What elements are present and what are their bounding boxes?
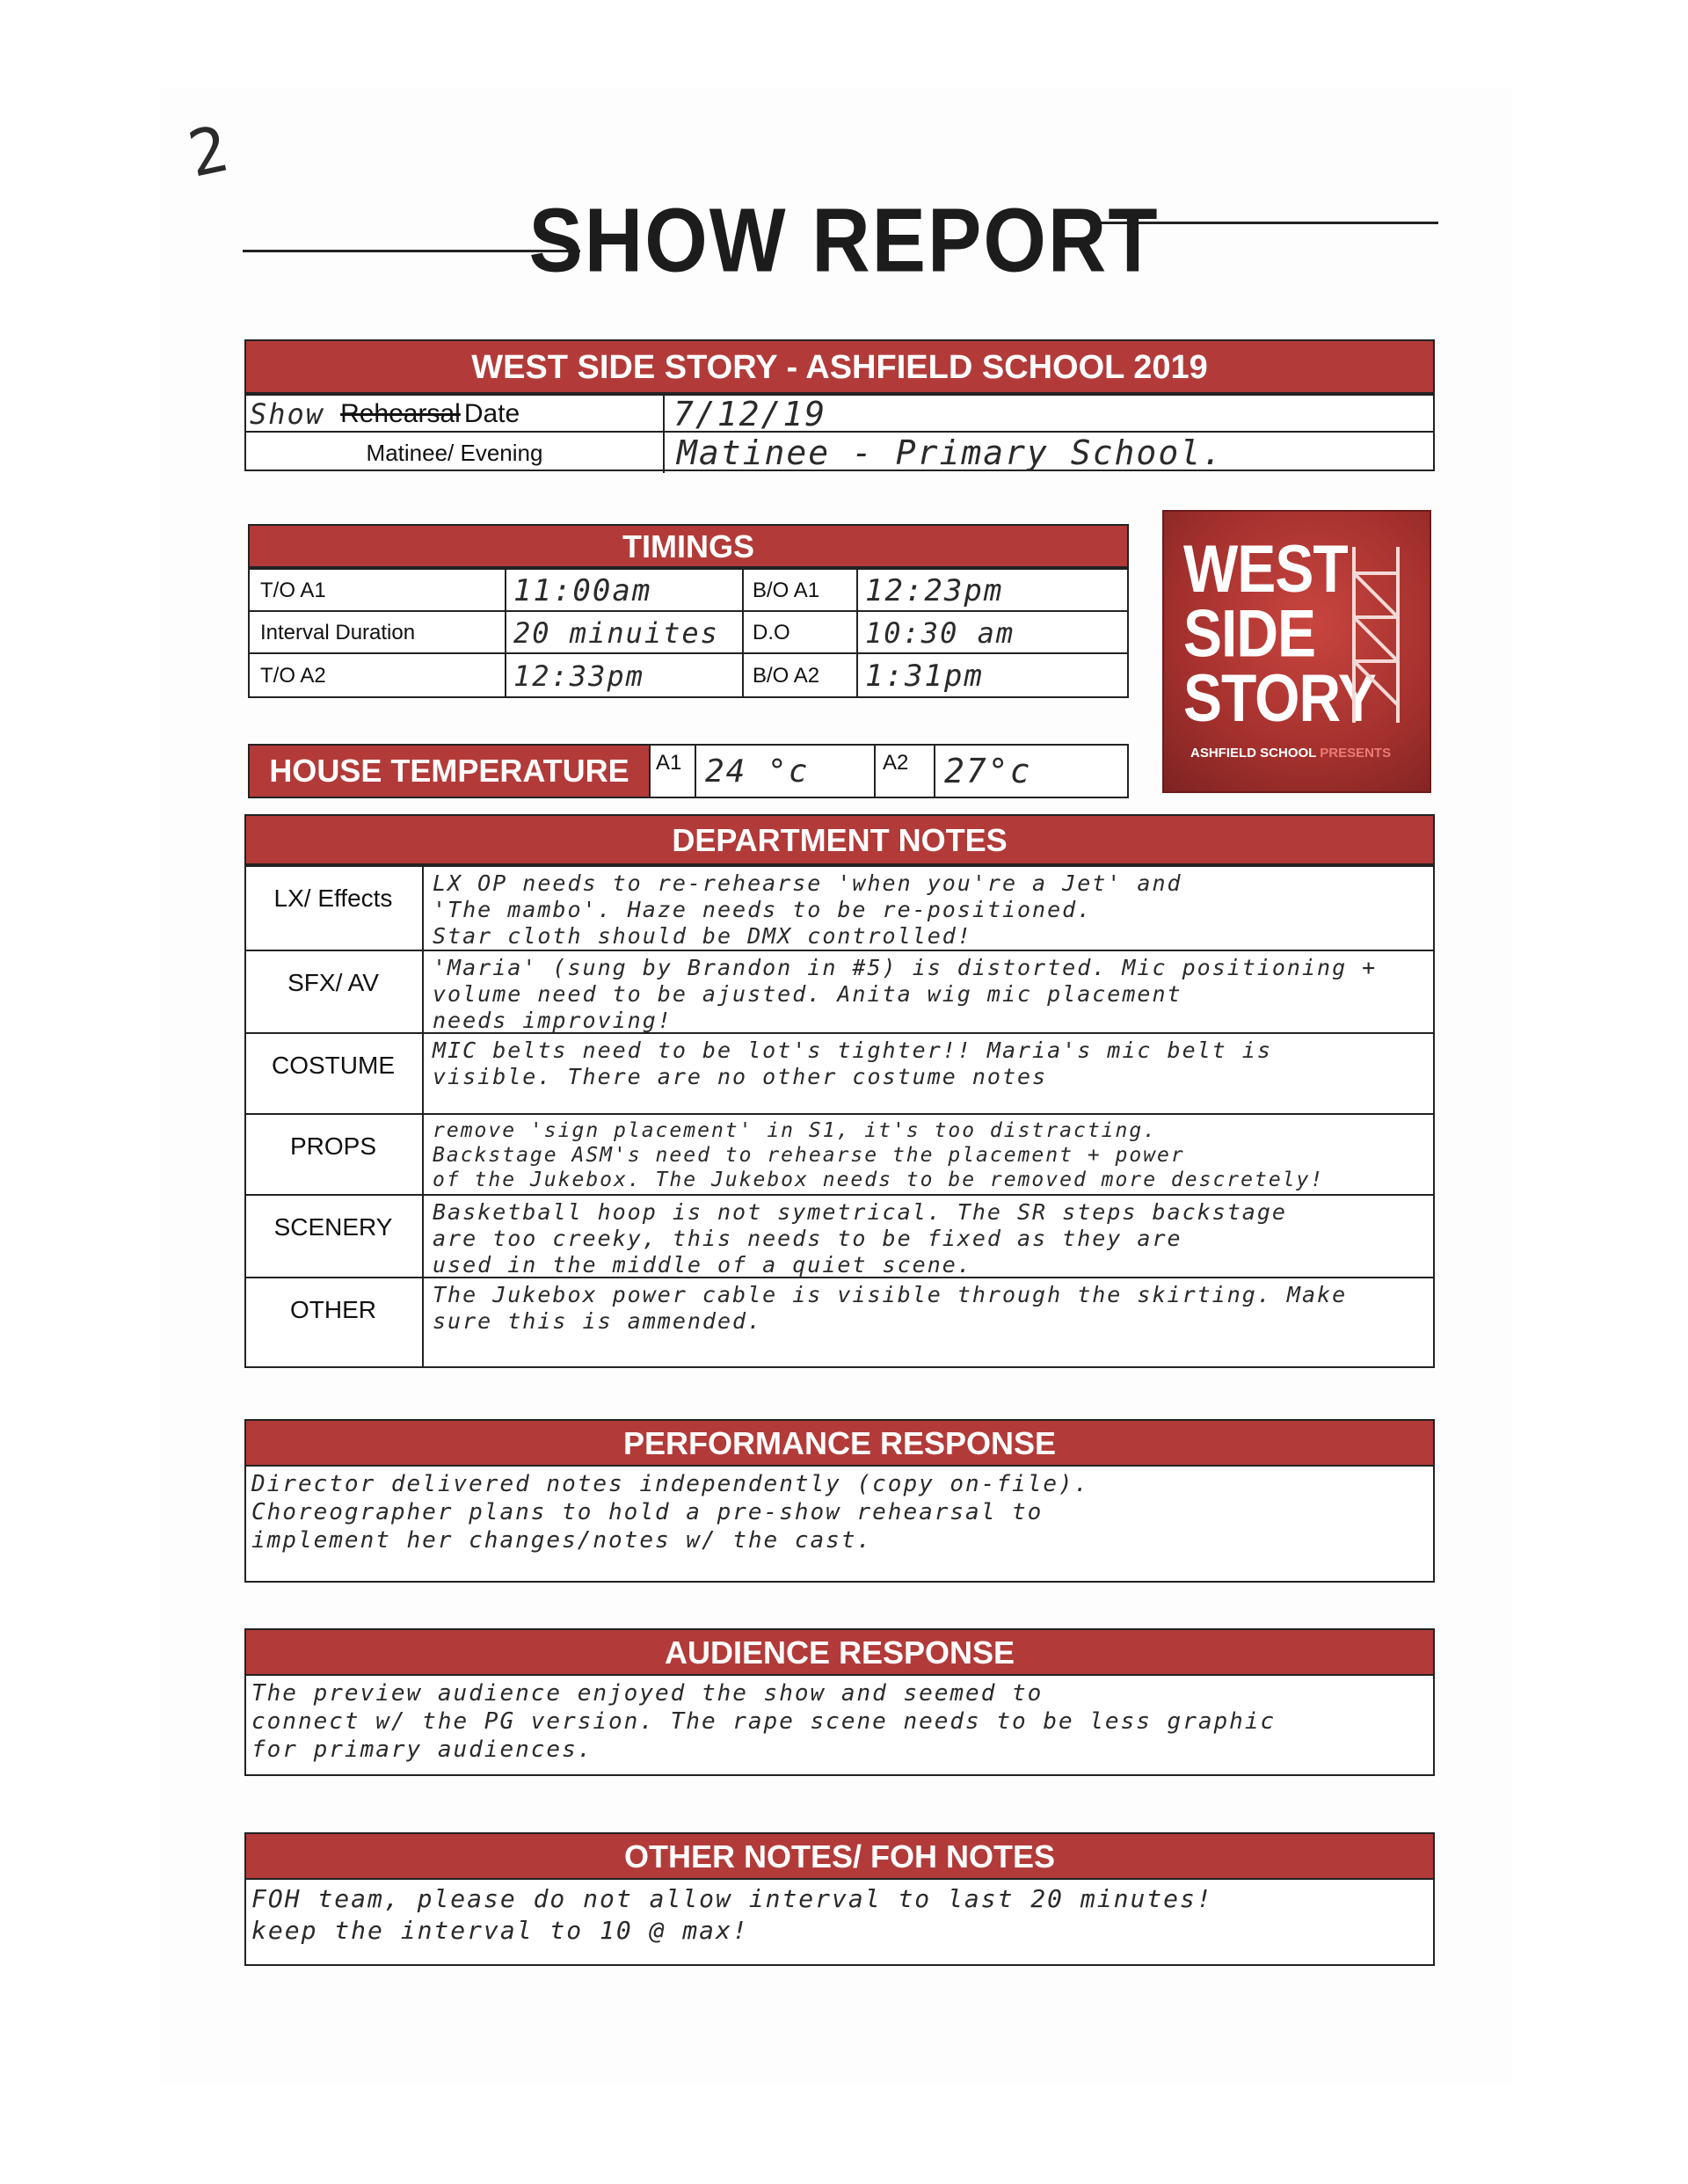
dept-label: SFX/ AV — [287, 969, 379, 996]
timings-label-2: B/O A2 — [753, 664, 820, 688]
logo-subtitle-extra: PRESENTS — [1320, 746, 1392, 761]
session-label: Matinee/ Evening — [366, 439, 543, 466]
performance-response-note: Director delivered notes independently (copy on-file). Choreographer plans to hold a pre-show rehearsal to implement her changes/notes w/ the cast. — [251, 1471, 1090, 1554]
temp-a2-value: 27°c — [944, 752, 1032, 790]
house-temperature-heading: HOUSE TEMPERATURE — [250, 746, 649, 797]
timings-label: Interval Duration — [260, 621, 416, 644]
session-value: Matinee - Primary School. — [677, 433, 1224, 472]
house-temperature-box — [248, 744, 1129, 798]
timings-value-2: 12:23pm — [865, 573, 1004, 608]
timings-label-2: D.O — [753, 621, 790, 644]
timings-label: T/O A2 — [260, 664, 326, 688]
dept-row-scenery — [246, 1194, 1433, 1278]
dept-row-costume — [246, 1032, 1433, 1115]
dept-row-lx — [246, 865, 1433, 951]
dept-row-sfx — [246, 950, 1433, 1034]
dept-note: MIC belts need to be lot's tighter!! Maria's mic belt is visible. There are no other costume notes — [433, 1037, 1272, 1089]
logo-line-1: WEST — [1183, 530, 1348, 606]
timings-row — [250, 610, 1127, 654]
dept-label: COSTUME — [272, 1052, 395, 1079]
other-notes-note: FOH team, please do not allow interval to last 20 minutes! keep the interval to 10 @ max! — [251, 1884, 1213, 1945]
dept-row-props — [246, 1113, 1433, 1196]
timings-label: T/O A1 — [260, 579, 326, 602]
production-title: WEST SIDE STORY - ASHFIELD SCHOOL 2019 — [246, 341, 1433, 394]
dept-label: OTHER — [290, 1296, 376, 1323]
logo-subtitle — [1190, 746, 1391, 761]
timings-value-2: 10:30 am — [865, 616, 1015, 650]
timings-value-2: 1:31pm — [865, 659, 984, 694]
temp-a1-value: 24 °c — [705, 753, 810, 790]
date-label-rehearsal: Rehearsal — [340, 399, 461, 428]
fire-escape-icon — [1345, 547, 1412, 723]
timings-heading: TIMINGS — [250, 526, 1127, 568]
timings-row — [250, 568, 1127, 612]
temp-a2-label: A2 — [883, 751, 909, 775]
page-title: SHOW REPORT — [528, 190, 1160, 292]
date-label-show: Show — [250, 397, 325, 431]
department-notes-box — [244, 814, 1435, 1368]
date-label — [250, 396, 654, 433]
audience-response-box — [244, 1628, 1435, 1776]
timings-value: 12:33pm — [513, 659, 644, 693]
dept-note: remove 'sign placement' in S1, it's too distracting. Backstage ASM's need to rehearse the placement + power of the Jukebox. The Jukebox needs to be removed more descretely! — [433, 1119, 1325, 1191]
session-row — [246, 431, 1433, 473]
logo-line-3: STORY — [1183, 660, 1376, 736]
other-notes-heading: OTHER NOTES/ FOH NOTES — [246, 1834, 1433, 1880]
performance-response-box — [244, 1419, 1435, 1583]
timings-row — [250, 652, 1127, 698]
audience-response-heading: AUDIENCE RESPONSE — [246, 1630, 1433, 1676]
department-notes-heading: DEPARTMENT NOTES — [246, 816, 1433, 865]
date-value: 7/12/19 — [673, 395, 827, 433]
dept-note: LX OP needs to re-rehearse 'when you're a Jet' and 'The mambo'. Haze needs to be re-positioned. Star cloth should be DMX controlled! — [433, 870, 1182, 949]
dept-note: Basketball hoop is not symetrical. The SR steps backstage are too creeky, this needs to be fixed as they are used in the middle of a quiet scene. — [433, 1199, 1287, 1278]
dept-label: LX/ Effects — [273, 885, 393, 912]
date-label-suffix: Date — [463, 399, 520, 428]
page-number: 2 — [181, 111, 236, 192]
dept-label: SCENERY — [273, 1213, 393, 1241]
timings-box — [248, 524, 1129, 698]
performance-response-heading: PERFORMANCE RESPONSE — [246, 1421, 1433, 1467]
dept-note: 'Maria' (sung by Brandon in #5) is distorted. Mic positioning + volume need to be ajusted. Anita wig mic placement needs improving! — [433, 955, 1378, 1033]
date-row — [246, 394, 1433, 433]
temp-a1-label: A1 — [656, 751, 682, 775]
other-notes-box — [244, 1832, 1435, 1966]
timings-value: 20 minuites — [513, 616, 719, 650]
dept-row-other — [246, 1277, 1433, 1370]
production-header-box — [244, 339, 1435, 471]
timings-label-2: B/O A1 — [753, 579, 820, 602]
timings-value: 11:00am — [513, 573, 652, 608]
dept-label: PROPS — [289, 1132, 377, 1160]
dept-note: The Jukebox power cable is visible through the skirting. Make sure this is ammended. — [433, 1282, 1348, 1334]
logo-subtitle-main: ASHFIELD SCHOOL — [1190, 746, 1317, 761]
west-side-story-logo — [1162, 510, 1431, 793]
logo-line-2: SIDE — [1183, 595, 1316, 671]
audience-response-note: The preview audience enjoyed the show and seemed to connect w/ the PG version. The rape scene needs to be less graphic for primary audiences. — [251, 1680, 1277, 1763]
